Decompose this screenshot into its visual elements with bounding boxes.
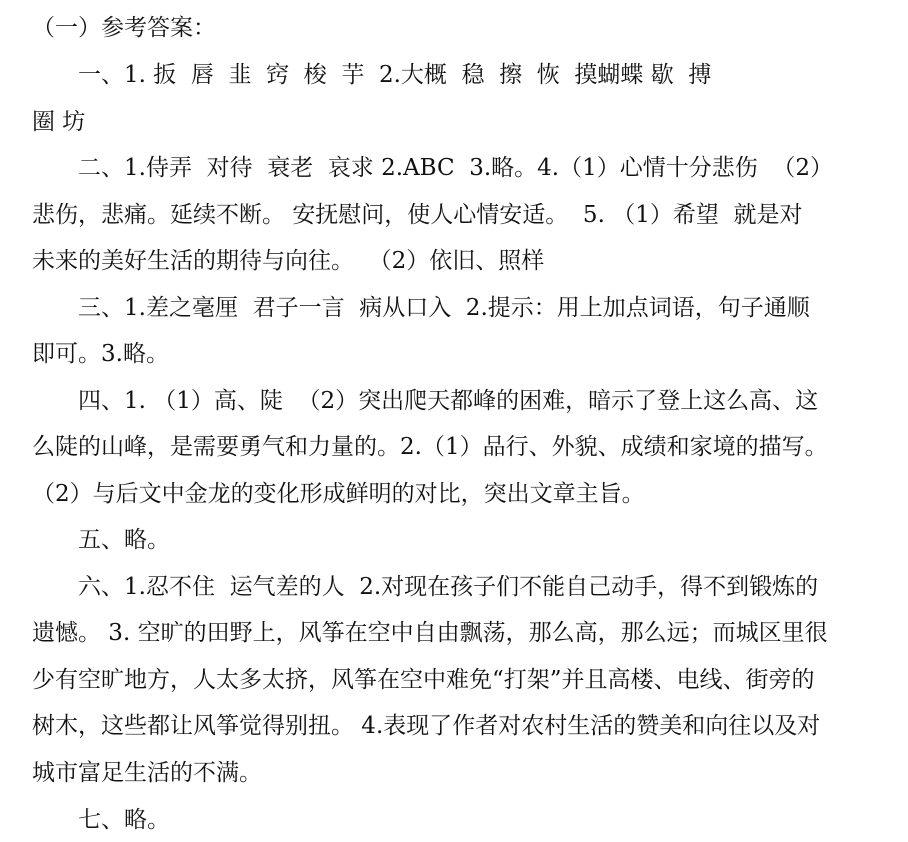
answer-line: 圈 坊 bbox=[32, 109, 86, 135]
answer-line: 树木，这些都让风筝觉得别扭。 4.表现了作者对农村生活的赞美和向往以及对 bbox=[32, 713, 821, 739]
answer-line: 七、略。 bbox=[78, 807, 170, 833]
answer-line: 六、1.忍不住 运气差的人 2.对现在孩子们不能自己动手，得不到锻炼的 bbox=[78, 574, 819, 600]
answer-line: （2）与后文中金龙的变化形成鲜明的对比，突出文章主旨。 bbox=[32, 481, 645, 507]
answer-line: 遗憾。 3. 空旷的田野上，风筝在空中自由飘荡，那么高，那么远；而城区里很 bbox=[32, 620, 828, 646]
answer-line: 悲伤，悲痛。延续不断。 安抚慰问，使人心情安适。 5. （1）希望 就是对 bbox=[32, 202, 803, 228]
answer-line: 一、1. 扳 唇 韭 窍 梭 芋 2.大概 稳 擦 恢 摸蝴蝶 歇 搏 bbox=[78, 62, 712, 88]
answer-heading: （一）参考答案： bbox=[32, 15, 216, 41]
answer-line: 二、1.侍弄 对待 衰老 哀求 2.ABC 3.略。4.（1）心情十分悲伤 （2） bbox=[78, 155, 834, 181]
answer-line: 即可。3.略。 bbox=[32, 341, 169, 367]
answer-line: 城市富足生活的不满。 bbox=[32, 760, 262, 786]
answer-line: 五、略。 bbox=[78, 527, 170, 553]
answer-line: 少有空旷地方，人太多太挤，风筝在空中难免“打架”并且高楼、电线、街旁的 bbox=[32, 667, 815, 693]
answer-line: 么陡的山峰，是需要勇气和力量的。2.（1）品行、外貌、成绩和家境的描写。 bbox=[32, 434, 828, 460]
answer-line: 未来的美好生活的期待与向往。 （2）依旧、照样 bbox=[32, 248, 545, 274]
answer-line: 四、1. （1）高、陡 （2）突出爬天都峰的困难，暗示了登上这么高、这 bbox=[78, 388, 819, 414]
answer-line: 三、1.差之毫厘 君子一言 病从口入 2.提示：用上加点词语，句子通顺 bbox=[78, 295, 810, 321]
